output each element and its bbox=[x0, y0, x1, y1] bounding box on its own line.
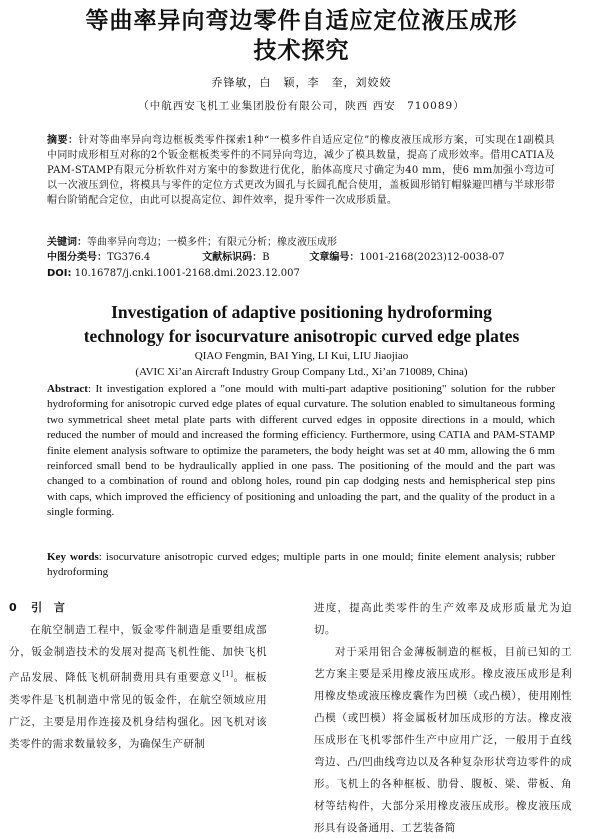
english-abstract-label: Abstract bbox=[47, 383, 88, 395]
chinese-abstract-text: 针对等曲率异向弯边框板类零件探索1种“一模多件自适应定位”的橡皮液压成形方案，可实现在1副模具中同时成形相互对称的2个钣金框板类零件的不同异向弯边，减少了模具数量，提高了成形效率。借用CATIA及PAM-STAMP有限元分析软件对方案中的参数进行优化，胎体高度尺寸确定为40 mm，使6 mm加强小弯边可以一次液压到位，将模具与零件的定位方式更改为圆孔与长圆孔配合使用，盖板圆形销钉帽躲避凹槽与半球形带帽台阶销配合定位，由此可以提高定位、卸件效率，提升零件一次成形质量。 bbox=[47, 135, 555, 206]
english-affiliation: (AVIC Xi’an Aircraft Industry Group Company Ltd., Xi’an 710089, China) bbox=[135, 366, 468, 378]
section-title: 引 言 bbox=[31, 601, 66, 614]
section-heading bbox=[9, 597, 267, 619]
body-paragraph: 对于采用铝合金薄板制造的框板，目前已知的工艺方案主要是采用橡皮液压成形。橡皮液压成形是利用橡皮垫或液压橡皮囊作为凹模（或凸模），使用刚性凸模（或凹模）将金属板材加压成形的方法。橡皮液压成形在飞机零部件生产中应用广泛，一般用于直线弯边、凸/凹曲线弯边以及各种复杂形状弯边零件的成形。飞机上的各种框板、肋骨、腹板、梁、带板、角材等结构件，大部分采用橡皮液压成形。橡皮液压成形具有设备通用、工艺装备简 bbox=[314, 646, 572, 834]
clc-field bbox=[47, 250, 199, 265]
english-keywords-label: Key words bbox=[47, 551, 99, 563]
body-text: 。框板类零件是飞机制造中常见的钣金件，在航空领域应用广泛，主要是用作连接及机身结构强化。因飞机对该类零件的需求数量较多，为确保生产研制 bbox=[9, 671, 267, 750]
citation: [1] bbox=[222, 670, 234, 678]
doc-code-value: B bbox=[262, 252, 270, 263]
doc-code-field bbox=[202, 250, 306, 265]
clc-value: TG376.4 bbox=[107, 252, 151, 263]
english-keywords bbox=[47, 550, 555, 581]
classification-line bbox=[47, 250, 505, 265]
chinese-keywords-text: 等曲率异向弯边；一模多件；有限元分析；橡皮液压成形 bbox=[87, 237, 337, 248]
body-text: 在航空制造工程中，钣金零件制造是重要组成部分，钣金制造技术的发展对提高飞机性能、加快飞机产品发展、降低飞机研制费用具有重要意义 bbox=[9, 624, 267, 684]
article-number-field bbox=[309, 250, 504, 265]
section-number: 0 bbox=[9, 601, 18, 614]
clc-label: 中图分类号： bbox=[47, 252, 107, 263]
english-authors: QIAO Fengmin, BAI Ying, LI Kui, LIU Jiaojiao bbox=[194, 350, 409, 362]
doi-label: DOI: bbox=[47, 268, 72, 279]
chinese-authors: 乔锋敏，白 颖，李 奎，刘姣姣 bbox=[211, 76, 392, 89]
body-paragraph: 进度，提高此类零件的生产效率及成形质量尤为迫切。 bbox=[314, 602, 572, 636]
chinese-abstract-label: 摘要： bbox=[47, 135, 79, 146]
body-paragraph bbox=[9, 619, 267, 755]
body-left-column bbox=[9, 597, 267, 755]
chinese-keywords bbox=[47, 235, 555, 250]
english-abstract-text: : It investigation explored a "one mould with multi-part adaptive positioning" solution for the rubber hydroforming for anisotropic curved edge plates of equal curvature. The solution enabled to simultaneous forming two symmetrical sheet metal plate parts with different curved edges in opposite directions in a mould, which reduced the number of mould and increased the forming efficiency. Furthermore, using CATIA and PAM-STAMP finite element analysis software to optimize the parameters, the body height was set at 40 mm, allowing the 6 mm reinforced small bend to be hydraulically applied in one pass. The positioning of the mould and the part was changed to a combination of round and oblong holes, round pin cap dodging nests and hemispherical step pins with caps, which improved the efficiency of positioning and unloading the part, and the quality of the product in a single forming. bbox=[47, 383, 555, 519]
article-number-value: 1001-2168(2023)12-0038-07 bbox=[359, 252, 505, 263]
chinese-affiliation: （中航西安飞机工业集团股份有限公司，陕西 西安 710089） bbox=[138, 100, 465, 112]
chinese-keywords-label: 关键词： bbox=[47, 237, 87, 248]
doi-line bbox=[47, 266, 300, 281]
doc-code-label: 文献标识码： bbox=[202, 252, 263, 263]
article-number-label: 文章编号： bbox=[309, 252, 360, 263]
english-abstract bbox=[47, 382, 555, 521]
english-keywords-text: : isocurvature anisotropic curved edges; multiple parts in one mould; finite element analysis; rubber hydroforming bbox=[47, 551, 555, 579]
doi-value: 10.16787/j.cnki.1001-2168.dmi.2023.12.007 bbox=[74, 268, 300, 279]
chinese-abstract bbox=[47, 133, 555, 208]
chinese-title-line-2: 技术探究 bbox=[253, 38, 350, 64]
body-right-column bbox=[314, 597, 572, 839]
chinese-title-line-1: 等曲率异向弯边零件自适应定位液压成形 bbox=[85, 8, 518, 34]
english-title-line-2: technology for isocurvature anisotropic curved edge plates bbox=[83, 326, 520, 346]
english-title-line-1: Investigation of adaptive positioning hydroforming bbox=[111, 302, 492, 322]
